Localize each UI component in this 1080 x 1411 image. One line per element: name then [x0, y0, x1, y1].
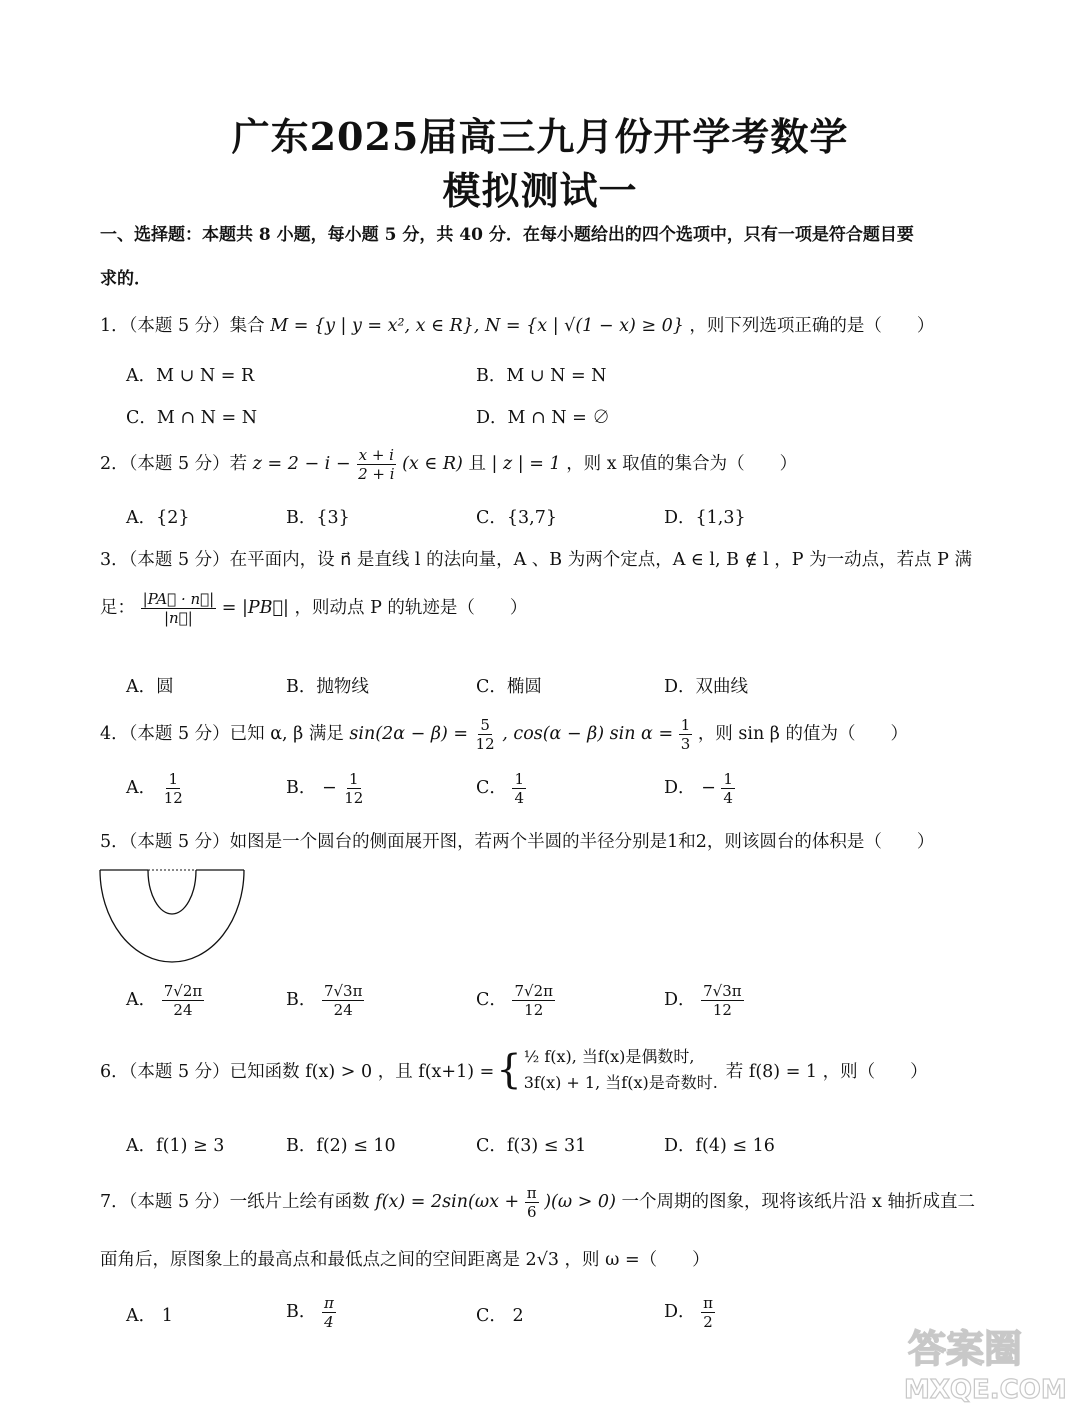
- q6-case-1: ½ f(x), 当f(x)是偶数时,: [523, 1047, 695, 1066]
- q6-option-b[interactable]: B．f(2) ≤ 10: [286, 1136, 396, 1156]
- q5-a-label: A．: [126, 990, 157, 1010]
- watermark-line1: 答案圈: [908, 1327, 1023, 1371]
- q4-d-fraction: [721, 770, 735, 807]
- q2-fraction: [356, 446, 396, 483]
- q7-math-b: )(ω > 0): [544, 1192, 616, 1212]
- q5-option-d[interactable]: [664, 982, 744, 1019]
- q6-piecewise: [524, 1044, 718, 1096]
- q3-option-a[interactable]: A．圆: [126, 677, 174, 697]
- q7-option-a[interactable]: [126, 1302, 173, 1327]
- q5-option-c[interactable]: [476, 982, 555, 1019]
- q7-b-label: B．: [286, 1302, 317, 1322]
- q2-frac-den: 2 + i: [358, 465, 395, 483]
- q4-fraction-2: [679, 716, 693, 753]
- q4-fraction-1: [474, 716, 497, 753]
- q4-option-c[interactable]: [476, 770, 526, 807]
- question-7-line1: [100, 1184, 975, 1221]
- q7-b-num: π: [323, 1294, 334, 1312]
- q6-option-d[interactable]: D．f(4) ≤ 16: [664, 1136, 775, 1156]
- q2-frac-num: x + i: [358, 446, 394, 464]
- q3-option-d[interactable]: D．双曲线: [664, 677, 749, 697]
- q5-a-den: 24: [173, 1001, 193, 1019]
- q1-math: M = {y | y = x², x ∈ R}, N = {x | √(1 − x) ≥ 0}: [270, 316, 684, 336]
- q4-d-num: 1: [723, 770, 733, 788]
- watermark-line2: MXQE.COM: [904, 1375, 1067, 1405]
- q7-option-b[interactable]: [286, 1294, 336, 1331]
- q7-option-d[interactable]: [664, 1294, 715, 1331]
- q5-a-num: 7√2π: [163, 982, 203, 1000]
- q6-option-a[interactable]: A．f(1) ≥ 3: [126, 1136, 225, 1156]
- q7-math-a: f(x) = 2sin(ωx +: [375, 1192, 520, 1212]
- q4-b-fraction: [342, 770, 365, 807]
- q7-c-value: 2: [512, 1306, 524, 1326]
- q5-option-a[interactable]: [126, 982, 204, 1019]
- piecewise-brace: {: [496, 1047, 522, 1093]
- q4-b-label: B．: [286, 778, 317, 798]
- q6-option-c[interactable]: C．f(3) ≤ 31: [476, 1136, 587, 1156]
- q4-d-den: 4: [723, 789, 733, 807]
- q7-fraction: [525, 1184, 539, 1221]
- q4-b-sign: −: [321, 778, 337, 798]
- q1-option-a[interactable]: A．M ∪ N = R: [126, 366, 255, 386]
- q3-text-b: ，则动点 P 的轨迹是（ ）: [294, 598, 528, 618]
- q6-case-2: 3f(x) + 1, 当f(x)是奇数时.: [523, 1073, 718, 1092]
- q2-math-a: z = 2 − i −: [252, 454, 351, 474]
- q2-text-b: 且: [468, 454, 486, 474]
- question-6: [100, 1044, 928, 1096]
- q5-b-den: 24: [333, 1001, 353, 1019]
- q7-text-a: 7．（本题 5 分）一纸片上绘有函数: [100, 1192, 370, 1212]
- page-title-line1: 广东2025届高三九月份开学考数学: [231, 114, 849, 159]
- q4-f1-num: 5: [480, 716, 490, 734]
- question-5: 5．（本题 5 分）如图是一个圆台的侧面展开图，若两个半圆的半径分别是1和2，则该圆台的体积是（ ）: [100, 832, 935, 852]
- q7-option-c[interactable]: [476, 1302, 524, 1327]
- q4-b-den: 12: [344, 789, 364, 807]
- q3-frac-den: |n⃗|: [164, 609, 193, 627]
- frustum-lateral-development-figure: [98, 866, 248, 966]
- q4-d-sign: −: [701, 778, 716, 798]
- q5-c-den: 12: [524, 1001, 544, 1019]
- q1-option-d[interactable]: D．M ∩ N = ∅: [476, 408, 610, 428]
- q7-d-num: π: [703, 1294, 713, 1312]
- q2-option-d[interactable]: D．{1,3}: [664, 508, 746, 528]
- q4-c-label: C．: [476, 778, 507, 798]
- q7-b-den: 4: [324, 1313, 334, 1331]
- q7-frac-den: 6: [526, 1203, 537, 1221]
- q4-c-den: 4: [514, 789, 525, 807]
- q7-d-fraction: [701, 1294, 715, 1331]
- q5-b-label: B．: [286, 990, 317, 1010]
- q1-text-a: 1．（本题 5 分）集合: [100, 316, 265, 336]
- q2-math-c: | z | = 1: [491, 454, 561, 474]
- q4-a-label: A．: [126, 778, 157, 798]
- q5-d-fraction: [701, 982, 744, 1019]
- q1-option-b[interactable]: B．M ∪ N = N: [476, 366, 607, 386]
- q2-option-b[interactable]: B．{3}: [286, 508, 350, 528]
- q4-f2-num: 1: [680, 716, 691, 734]
- q5-option-b[interactable]: [286, 982, 364, 1019]
- question-1: [100, 312, 934, 337]
- question-7-line2: 面角后，原图象上的最高点和最低点之间的空间距离是 2√3 ，则 ω =（ ）: [100, 1250, 710, 1270]
- outer-semicircle: [100, 870, 244, 962]
- q4-a-num: 1: [168, 770, 179, 788]
- watermark-logo: [900, 1320, 1070, 1405]
- q2-text-c: ，则 x 取值的集合为（ ）: [566, 454, 798, 474]
- inner-semicircle: [148, 870, 196, 914]
- q7-frac-num: π: [526, 1184, 537, 1202]
- q6-text-a: 6．（本题 5 分）已知函数 f(x) > 0 ，且 f(x+1) =: [100, 1061, 495, 1082]
- q4-math-b: , cos(α − β) sin α =: [502, 724, 674, 744]
- q4-a-fraction: [162, 770, 185, 807]
- q4-option-b[interactable]: [286, 770, 365, 807]
- q7-a-value: 1: [161, 1306, 173, 1326]
- q4-d-label: D．: [664, 778, 696, 798]
- q1-text-b: ，则下列选项正确的是（ ）: [689, 316, 935, 336]
- q1-option-c[interactable]: C．M ∩ N = N: [126, 408, 258, 428]
- q4-c-num: 1: [514, 770, 525, 788]
- q5-b-num: 7√3π: [323, 982, 363, 1000]
- q6-text-b: 若 f(8) = 1 ，则（ ）: [725, 1061, 928, 1082]
- page-title-line2: 模拟测试一: [442, 168, 638, 213]
- question-2: [100, 446, 797, 483]
- q4-c-fraction: [512, 770, 526, 807]
- question-4: [100, 716, 908, 753]
- q7-a-label: A．: [126, 1306, 157, 1326]
- section-header-line2: 求的．: [100, 269, 151, 289]
- q5-b-fraction: [322, 982, 365, 1019]
- q4-a-den: 12: [163, 789, 183, 807]
- q5-a-fraction: [162, 982, 205, 1019]
- question-3-line1: 3．（本题 5 分）在平面内，设 n⃗ 是直线 l 的法向量，A 、B 为两个定点，A ∈ l, B ∉ l ，P 为一动点，若点 P 满: [100, 550, 972, 570]
- q7-c-label: C．: [476, 1306, 507, 1326]
- q4-math-a: sin(2α − β) =: [349, 724, 469, 744]
- q3-option-b[interactable]: B．抛物线: [286, 677, 369, 697]
- q5-c-label: C．: [476, 990, 507, 1010]
- q4-b-num: 1: [348, 770, 359, 788]
- q4-f1-den: 12: [475, 735, 495, 753]
- q7-d-den: 2: [703, 1313, 713, 1331]
- q5-d-den: 12: [712, 1001, 732, 1019]
- q3-frac-num: |PA⃗ · n⃗|: [142, 590, 215, 608]
- q2-text-a: 2．（本题 5 分）若: [100, 454, 248, 474]
- q2-option-a[interactable]: A．{2}: [126, 508, 190, 528]
- q4-option-a[interactable]: [126, 770, 185, 807]
- q4-option-d[interactable]: [664, 770, 735, 807]
- q3-option-c[interactable]: C．椭圆: [476, 677, 542, 697]
- q3-fraction: [141, 590, 217, 627]
- question-3-line2: [100, 590, 527, 627]
- q2-math-b: (x ∈ R): [402, 454, 463, 474]
- q4-text-b: ，则 sin β 的值为（ ）: [697, 724, 908, 744]
- q5-c-fraction: [512, 982, 555, 1019]
- q7-text-b: 一个周期的图象，现将该纸片沿 x 轴折成直二: [621, 1192, 975, 1212]
- q3-text-a: 足：: [100, 598, 135, 618]
- q7-d-label: D．: [664, 1302, 696, 1322]
- q5-d-num: 7√3π: [703, 982, 742, 1000]
- q5-c-num: 7√2π: [514, 982, 553, 1000]
- q4-f2-den: 3: [680, 735, 691, 753]
- q2-option-c[interactable]: C．{3,7}: [476, 508, 557, 528]
- q7-b-fraction: [322, 1294, 336, 1331]
- section-header-line1: 一、选择题：本题共 8 小题，每小题 5 分，共 40 分．在每小题给出的四个选项中，只有一项是符合题目要: [100, 225, 914, 245]
- q4-text-a: 4．（本题 5 分）已知 α, β 满足: [100, 724, 344, 744]
- q3-math-b: = |PB⃗|: [221, 598, 289, 618]
- q5-d-label: D．: [664, 990, 696, 1010]
